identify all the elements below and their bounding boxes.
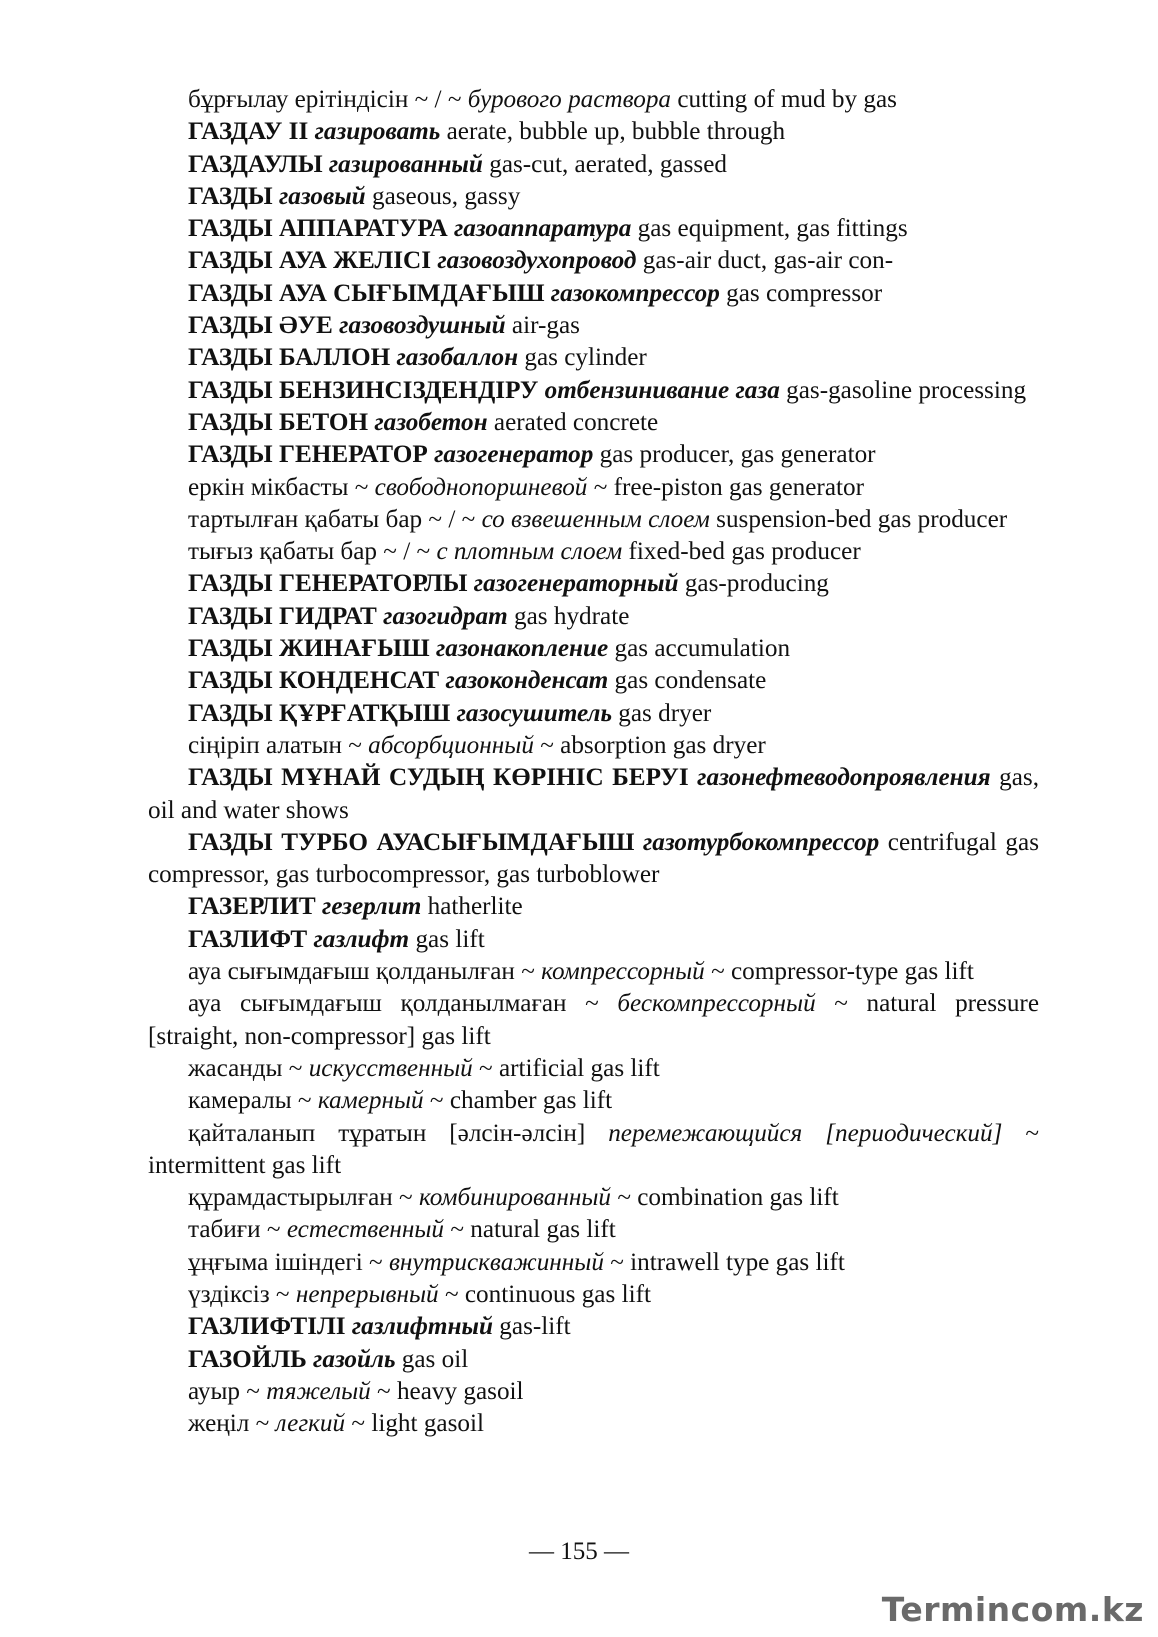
- entry-term-ru: газогенераторный: [473, 570, 679, 598]
- entry-term-ru: газоаппаратура: [453, 215, 632, 243]
- entry-term-kz: ГАЗДАУ II: [188, 118, 315, 146]
- entry-translation-en: ~ artificial gas lift: [472, 1054, 660, 1082]
- entry-phrase-kz: ауа сығымдағыш қолданылған ~: [188, 958, 542, 986]
- dictionary-entry: [148, 1344, 1039, 1376]
- dictionary-entry: [148, 601, 1039, 633]
- entry-translation-en: gas-cut, aerated, gassed: [482, 150, 727, 178]
- dictionary-subentry: [148, 1085, 1039, 1117]
- entry-phrase-kz: табиғи ~: [188, 1216, 287, 1244]
- entry-phrase-ru: тяжелый: [266, 1377, 371, 1405]
- entry-phrase-kz: сіңіріп алатын ~: [188, 731, 369, 759]
- entry-translation-en: gas dryer: [611, 699, 712, 727]
- entry-phrase-kz: ауа сығымдағыш қолданылмаған ~: [188, 990, 618, 1018]
- entry-translation-en: gas-lift: [493, 1313, 571, 1341]
- entry-phrase-ru: компрессорный: [541, 958, 705, 986]
- entry-translation-en: aerated concrete: [487, 408, 659, 436]
- entry-term-ru: газонефтеводопроявления: [697, 764, 991, 792]
- entry-term-ru: газогидрат: [383, 602, 508, 630]
- entry-translation-en: ~ continuous gas lift: [438, 1280, 651, 1308]
- dictionary-entry: [148, 149, 1039, 181]
- dictionary-subentry: [148, 1279, 1039, 1311]
- dictionary-entry: [148, 278, 1039, 310]
- entry-phrase-ru: искусственный: [308, 1054, 473, 1082]
- entry-term-ru: газовый: [278, 182, 366, 210]
- entry-phrase-kz: үздіксіз ~: [188, 1280, 296, 1308]
- entry-term-kz: ГАЗЛИФТІЛІ: [188, 1313, 352, 1341]
- entry-phrase-ru: естественный: [286, 1216, 445, 1244]
- entry-term-ru: газобаллон: [396, 344, 519, 372]
- entry-phrase-ru: свободнопоршневой: [374, 473, 588, 501]
- entry-translation-en: gas-gasoline processing: [779, 376, 1027, 404]
- entry-term-kz: ГАЗДЫ ӘУЕ: [188, 312, 340, 340]
- entry-term-ru: газобетон: [374, 408, 488, 436]
- entry-term-ru: газировать: [314, 118, 441, 146]
- entry-phrase-kz: құрамдастырылған ~: [188, 1184, 419, 1212]
- entry-term-ru: газосушитель: [456, 699, 612, 727]
- entry-translation-en: hatherlite: [421, 893, 523, 921]
- entry-translation-en: gas-air duct, gas-air con-: [636, 247, 894, 275]
- entry-translation-en: ~ light gasoil: [345, 1410, 484, 1438]
- dictionary-entry: [148, 665, 1039, 697]
- entry-term-kz: ГАЗДЫ ТУРБО АУАСЫҒЫМДАҒЫШ: [188, 828, 643, 856]
- entry-term-kz: ГАЗДЫ ГЕНЕРАТОР: [188, 441, 435, 469]
- entry-translation-en: aerate, bubble up, bubble through: [440, 118, 786, 146]
- entry-term-kz: ГАЗДЫ КОНДЕНСАТ: [188, 667, 446, 695]
- termincom-logo[interactable]: Termincom.kz: [881, 1590, 1144, 1629]
- entry-phrase-ru: легкий: [275, 1410, 346, 1438]
- entry-term-kz: ГАЗДАУЛЫ: [188, 150, 329, 178]
- entry-translation-en: ~ chamber gas lift: [423, 1087, 613, 1115]
- entry-translation-en: gaseous, gassy: [365, 182, 521, 210]
- entry-term-ru: газонакопление: [435, 635, 609, 663]
- entry-translation-en: gas condensate: [608, 667, 767, 695]
- entry-phrase-ru: комбинированный: [418, 1184, 612, 1212]
- entry-term-ru: отбензинивание газа: [544, 376, 780, 404]
- dictionary-entry: [148, 375, 1039, 407]
- dictionary-subentry: [148, 504, 1039, 536]
- entry-term-kz: ГАЗДЫ БЕНЗИНСІЗДЕНДІРУ: [188, 376, 545, 404]
- entry-phrase-kz: еркін мікбасты ~: [188, 473, 375, 501]
- entry-translation-en: fixed-bed gas producer: [622, 538, 861, 566]
- entry-translation-en: gas oil: [395, 1345, 469, 1373]
- entry-translation-en: gas hydrate: [507, 602, 630, 630]
- entry-translation-en: ~ combination gas lift: [611, 1184, 839, 1212]
- entry-term-kz: ГАЗДЫ АППАРАТУРА: [188, 215, 454, 243]
- page-number: — 155 —: [529, 1538, 629, 1565]
- entry-term-kz: ГАЗДЫ ГЕНЕРАТОРЛЫ: [188, 570, 474, 598]
- entry-translation-en: suspension-bed gas producer: [709, 505, 1008, 533]
- entry-term-ru: газированный: [328, 150, 483, 178]
- entry-term-ru: газотурбокомпрессор: [642, 828, 880, 856]
- dictionary-subentry: [148, 730, 1039, 762]
- entry-phrase-ru: камерный: [317, 1087, 424, 1115]
- entry-term-ru: газоконденсат: [445, 667, 609, 695]
- entry-term-ru: газойль: [313, 1345, 396, 1373]
- dictionary-entry: [148, 891, 1039, 923]
- entry-translation-en: ~ free-piston gas generator: [587, 473, 864, 501]
- entry-translation-en: ~ absorption gas dryer: [533, 731, 766, 759]
- dictionary-entry: [148, 827, 1039, 892]
- entry-translation-en: ~ natural pressure [straight, non-compressor] gas lift: [148, 990, 1040, 1050]
- entry-term-kz: ГАЗДЫ БАЛЛОН: [188, 344, 397, 372]
- entry-phrase-kz: жеңіл ~: [188, 1410, 276, 1438]
- entry-phrase-ru: непрерывный: [295, 1280, 439, 1308]
- entry-term-kz: ГАЗДЫ МҰНАЙ СУДЫҢ КӨРІНІС БЕРУІ: [188, 764, 698, 792]
- dictionary-page: [148, 84, 1039, 1440]
- dictionary-subentry: [148, 1408, 1039, 1440]
- dictionary-entry: [148, 213, 1039, 245]
- entry-phrase-ru: абсорбционный: [368, 731, 534, 759]
- dictionary-subentry: [148, 1247, 1039, 1279]
- entry-term-ru: газовоздухопровод: [437, 247, 637, 275]
- entry-translation-en: cutting of mud by gas: [671, 86, 897, 113]
- entry-phrase-ru: внутрискважинный: [388, 1248, 604, 1276]
- entry-phrase-ru: перемежающийся [периодический]: [608, 1119, 1003, 1147]
- entry-term-kz: ГАЗДЫ АУА ЖЕЛІСІ: [188, 247, 438, 275]
- entry-phrase-kz: қайталанып тұратын [әлсін-әлсін]: [188, 1119, 609, 1147]
- entry-phrase-ru: бескомпрессорный: [617, 990, 816, 1018]
- entry-translation-en: gas-producing: [678, 570, 829, 598]
- dictionary-entry: [148, 568, 1039, 600]
- dictionary-entry: [148, 181, 1039, 213]
- entry-phrase-ru: со взвешенным слоем: [481, 505, 710, 533]
- entry-phrase-kz: жасанды ~: [188, 1054, 309, 1082]
- dictionary-entry: [148, 116, 1039, 148]
- entry-translation-en: gas producer, gas generator: [593, 441, 876, 469]
- dictionary-entry: [148, 762, 1039, 827]
- dictionary-subentry: [148, 536, 1039, 568]
- entry-translation-en: gas cylinder: [518, 344, 647, 372]
- entry-phrase-kz: ұңғыма ішіндегі ~: [188, 1248, 389, 1276]
- entry-phrase-ru: с плотным слоем: [436, 538, 623, 566]
- dictionary-entry: [148, 245, 1039, 277]
- entry-term-ru: газовоздушный: [339, 312, 506, 340]
- entry-term-kz: ГАЗЛИФТ: [188, 925, 314, 953]
- dictionary-subentry: [148, 1182, 1039, 1214]
- entry-term-kz: ГАЗДЫ ЖИНАҒЫШ: [188, 635, 436, 663]
- entry-term-kz: ГАЗДЫ ҚҰРҒАТҚЫШ: [188, 699, 457, 727]
- entry-translation-en: gas accumulation: [608, 635, 791, 663]
- entry-translation-en: gas, oil and water shows: [148, 764, 1039, 824]
- dictionary-entry: [148, 698, 1039, 730]
- entry-translation-en: ~ intermittent gas lift: [148, 1119, 1039, 1179]
- dictionary-subentry: [148, 988, 1039, 1053]
- entry-translation-en: gas compressor: [719, 279, 883, 307]
- entry-term-kz: ГАЗДЫ БЕТОН: [188, 408, 375, 436]
- entry-translation-en: centrifugal gas compressor, gas turbocompressor, gas turboblower: [148, 828, 1039, 889]
- dictionary-entry: [148, 439, 1039, 471]
- entry-term-kz: ГАЗДЫ ГИДРАТ: [188, 602, 384, 630]
- entry-phrase-kz: тығыз қабаты бар ~ / ~: [188, 538, 437, 566]
- dictionary-entry: [148, 310, 1039, 342]
- dictionary-entry: [148, 924, 1039, 956]
- entry-term-ru: газогенератор: [434, 441, 594, 469]
- entry-phrase-kz: бұрғылау ерітіндісін ~ / ~: [188, 86, 468, 113]
- entry-term-ru: газокомпрессор: [550, 279, 720, 307]
- entry-phrase-kz: ауыр ~: [188, 1377, 267, 1405]
- dictionary-subentry: [148, 1118, 1039, 1183]
- entry-term-kz: ГАЗОЙЛЬ: [188, 1345, 314, 1373]
- entry-term-ru: газлифтный: [351, 1313, 493, 1341]
- dictionary-subentry: [148, 1053, 1039, 1085]
- entry-translation-en: ~ compressor-type gas lift: [704, 958, 974, 986]
- entry-term-kz: ГАЗЕРЛИТ: [188, 893, 323, 921]
- entry-translation-en: ~ natural gas lift: [444, 1216, 616, 1244]
- entry-term-ru: гезерлит: [322, 893, 422, 921]
- entry-phrase-ru: бурового раствора: [467, 86, 672, 113]
- dictionary-entry: [148, 1311, 1039, 1343]
- dictionary-subentry: [148, 472, 1039, 504]
- dictionary-entry: [148, 342, 1039, 374]
- entry-translation-en: air-gas: [505, 312, 580, 340]
- entry-term-kz: ГАЗДЫ АУА СЫҒЫМДАҒЫШ: [188, 279, 551, 307]
- dictionary-subentry: [148, 84, 1039, 116]
- dictionary-subentry: [148, 1376, 1039, 1408]
- entry-translation-en: ~ heavy gasoil: [370, 1377, 524, 1405]
- entry-translation-en: ~ intrawell type gas lift: [603, 1248, 845, 1276]
- entry-term-ru: газлифт: [313, 925, 410, 953]
- entry-phrase-kz: тартылған қабаты бар ~ / ~: [188, 505, 482, 533]
- dictionary-entry: [148, 407, 1039, 439]
- dictionary-entry: [148, 633, 1039, 665]
- dictionary-subentry: [148, 956, 1039, 988]
- dictionary-subentry: [148, 1214, 1039, 1246]
- entry-translation-en: gas lift: [409, 925, 485, 953]
- entry-translation-en: gas equipment, gas fittings: [631, 215, 908, 243]
- entry-term-kz: ГАЗДЫ: [188, 182, 279, 210]
- entry-phrase-kz: камералы ~: [188, 1087, 318, 1115]
